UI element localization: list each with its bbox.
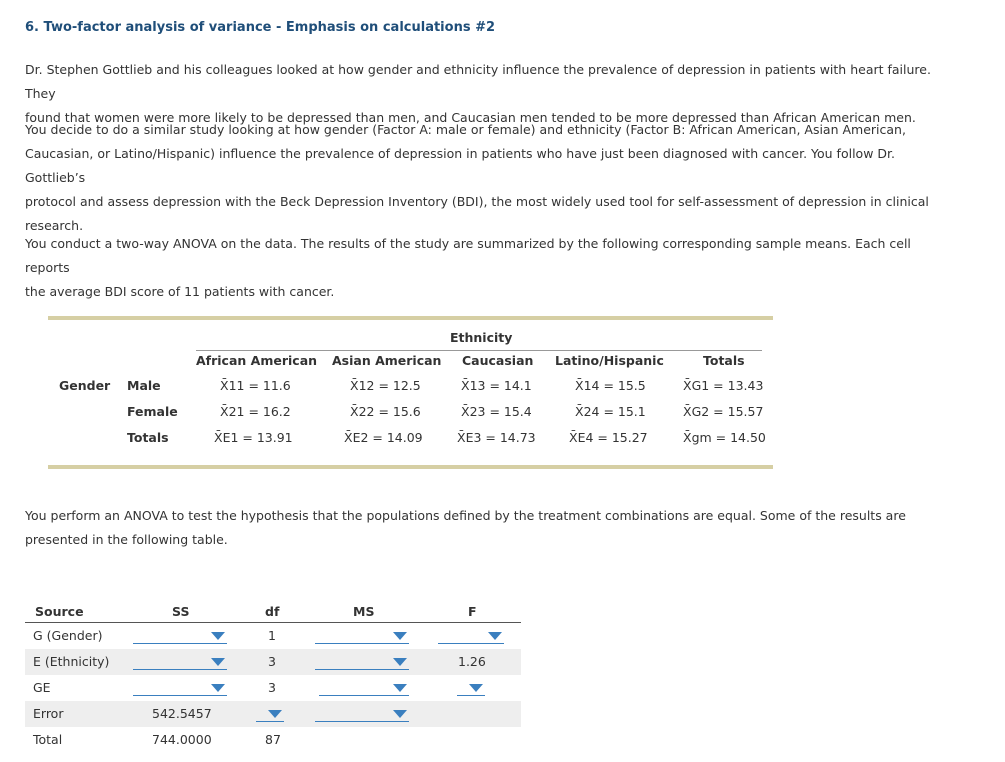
header-f: F — [468, 604, 477, 619]
table-row — [25, 623, 521, 649]
source-label: Total — [33, 732, 63, 747]
chevron-down-icon — [211, 684, 225, 692]
chevron-down-icon — [211, 658, 225, 666]
paragraph-line: the average BDI score of 11 patients with cancer. — [25, 284, 335, 299]
chevron-down-icon — [393, 658, 407, 666]
mean-cell: X̄G1 = 13.43 — [683, 378, 764, 393]
row-label: Female — [127, 404, 178, 419]
header-source: Source — [35, 604, 84, 619]
ms-dropdown[interactable] — [315, 653, 409, 670]
table-row — [25, 675, 521, 701]
mean-cell: X̄11 = 11.6 — [220, 378, 291, 393]
anova-header-row — [25, 600, 521, 623]
mean-cell: X̄23 = 15.4 — [461, 404, 532, 419]
mean-cell: X̄E3 = 14.73 — [457, 430, 536, 445]
paragraph-line: research. — [25, 218, 84, 233]
ss-dropdown[interactable] — [133, 627, 227, 644]
ss-value: 542.5457 — [152, 706, 212, 721]
df-dropdown[interactable] — [256, 705, 284, 722]
chevron-down-icon — [469, 684, 483, 692]
header-ss: SS — [172, 604, 190, 619]
mean-cell: X̄E1 = 13.91 — [214, 430, 293, 445]
mean-cell: X̄22 = 15.6 — [350, 404, 421, 419]
chevron-down-icon — [393, 684, 407, 692]
header-ms: MS — [353, 604, 375, 619]
question-title: 6. Two-factor analysis of variance - Emphasis on calculations #2 — [25, 20, 496, 35]
source-label: E (Ethnicity) — [33, 654, 110, 669]
chevron-down-icon — [393, 710, 407, 718]
col-header: Totals — [703, 353, 745, 368]
header-df: df — [265, 604, 280, 619]
mean-cell: X̄12 = 12.5 — [350, 378, 421, 393]
mean-cell: X̄E2 = 14.09 — [344, 430, 423, 445]
anova-table — [25, 600, 521, 753]
table-row — [25, 701, 521, 727]
ss-dropdown[interactable] — [133, 679, 227, 696]
mean-cell: X̄G2 = 15.57 — [683, 404, 764, 419]
col-header: Asian American — [332, 353, 442, 368]
row-label: Totals — [127, 430, 169, 445]
f-dropdown[interactable] — [457, 679, 485, 696]
col-header: Caucasian — [462, 353, 534, 368]
source-label: GE — [33, 680, 51, 695]
df-value: 3 — [268, 680, 276, 695]
df-value: 87 — [265, 732, 281, 747]
mean-cell: X̄14 = 15.5 — [575, 378, 646, 393]
mean-cell: X̄gm = 14.50 — [683, 430, 766, 445]
ms-dropdown[interactable] — [319, 679, 409, 696]
header-divider — [196, 350, 762, 351]
study-paragraph — [25, 118, 945, 238]
row-label: Male — [127, 378, 161, 393]
ethnicity-header: Ethnicity — [450, 330, 513, 345]
paragraph-line: You decide to do a similar study looking at how gender (Factor A: male or female) and ethnicity (Factor B: African American, Asian American, — [25, 122, 906, 137]
anova-intro-paragraph — [25, 504, 945, 552]
ms-dropdown[interactable] — [315, 627, 409, 644]
gender-label: Gender — [59, 378, 111, 393]
ss-value: 744.0000 — [152, 732, 212, 747]
table-row — [25, 727, 521, 753]
table-row — [25, 649, 521, 675]
paragraph-line: protocol and assess depression with the Beck Depression Inventory (BDI), the most widely used tool for self-assessment of depression in clinical — [25, 194, 929, 209]
ss-dropdown[interactable] — [133, 653, 227, 670]
mean-cell: X̄21 = 16.2 — [220, 404, 291, 419]
ms-dropdown[interactable] — [315, 705, 409, 722]
chevron-down-icon — [488, 632, 502, 640]
df-value: 3 — [268, 654, 276, 669]
df-value: 1 — [268, 628, 276, 643]
paragraph-line: You perform an ANOVA to test the hypothesis that the populations defined by the treatment combinations are equal. Some of the results are — [25, 508, 906, 523]
mean-cell: X̄13 = 14.1 — [461, 378, 532, 393]
f-dropdown[interactable] — [438, 627, 504, 644]
source-label: G (Gender) — [33, 628, 103, 643]
paragraph-line: found that women were more likely to be depressed than men, and Caucasian men tended to be more depressed than African American men. — [25, 110, 916, 125]
paragraph-line: Dr. Stephen Gottlieb and his colleagues looked at how gender and ethnicity influence the prevalence of depression in patients with heart failure. They — [25, 62, 931, 101]
sample-means-table — [48, 316, 773, 469]
chevron-down-icon — [268, 710, 282, 718]
paragraph-line: You conduct a two-way ANOVA on the data. The results of the study are summarized by the following corresponding sample means. Each cell reports — [25, 236, 911, 275]
col-header: Latino/Hispanic — [555, 353, 664, 368]
anova-paragraph — [25, 232, 945, 304]
mean-cell: X̄24 = 15.1 — [575, 404, 646, 419]
paragraph-line: presented in the following table. — [25, 532, 228, 547]
col-header: African American — [196, 353, 318, 368]
chevron-down-icon — [211, 632, 225, 640]
paragraph-line: Caucasian, or Latino/Hispanic) influence the prevalence of depression in patients who have just been diagnosed with cancer. You follow Dr. Gottlieb’s — [25, 146, 895, 185]
f-value: 1.26 — [458, 654, 486, 669]
mean-cell: X̄E4 = 15.27 — [569, 430, 648, 445]
source-label: Error — [33, 706, 64, 721]
chevron-down-icon — [393, 632, 407, 640]
